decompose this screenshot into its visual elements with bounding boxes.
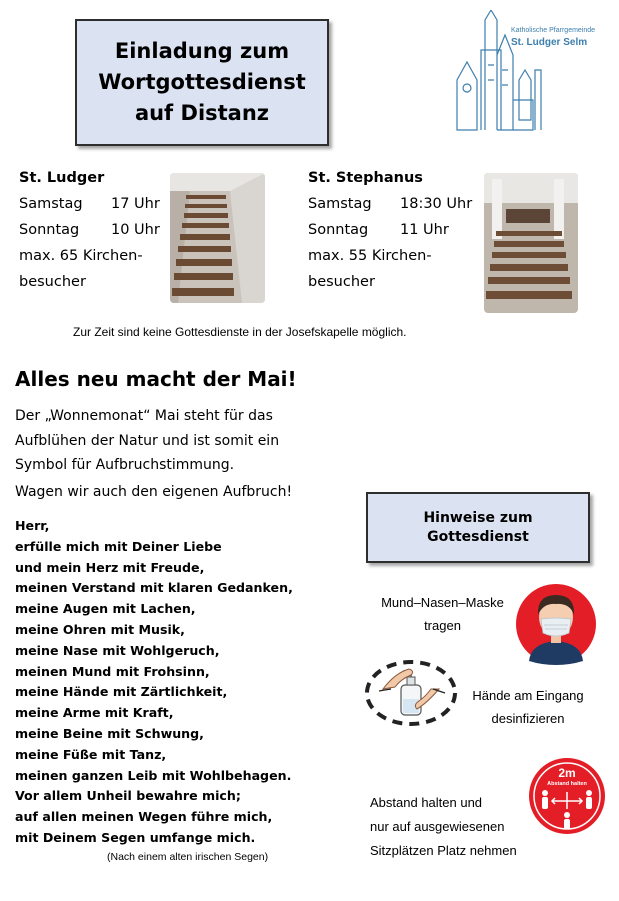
- sign-distance-value: 2m: [558, 766, 576, 780]
- sign-distance-label: Abstand halten: [547, 781, 587, 787]
- capacity-line: max. 55 Kirchen-: [308, 248, 432, 264]
- intro-line: Aufblühen der Natur und ist somit ein: [15, 432, 280, 449]
- church-name: St. Stephanus: [308, 170, 423, 186]
- service-row: [308, 191, 488, 217]
- distance-sign-icon: [528, 757, 606, 835]
- prayer-line: meine Arme mit Kraft,: [15, 705, 174, 721]
- capacity-line: besucher: [19, 274, 86, 290]
- prayer-line: meine Ohren mit Musik,: [15, 621, 185, 637]
- intro-line: Der „Wonnemonat“ Mai steht für das: [15, 408, 273, 424]
- hint-line: Mund–Nasen–Maske: [381, 595, 504, 610]
- face-mask-icon: [515, 583, 597, 665]
- hint-line: nur auf ausgewiesenen: [370, 819, 505, 834]
- capacity-line: max. 65 Kirchen-: [19, 248, 143, 264]
- prayer-line: meine Füße mit Tanz,: [15, 746, 167, 762]
- title-line: Wortgottesdienst: [98, 70, 306, 94]
- prayer-line: meine Nase mit Wohlgeruch,: [15, 642, 220, 658]
- prayer-line: mit Deinem Segen umfange mich.: [15, 829, 256, 845]
- prayer-line: meine Beine mit Schwung,: [15, 725, 204, 741]
- kapelle-note: Zur Zeit sind keine Gottesdienste in der Josefskapelle möglich.: [73, 325, 407, 339]
- service-row: [19, 217, 169, 243]
- service-day: Sonntag: [308, 222, 369, 238]
- logo-text-large: St. Ludger Selm: [511, 37, 588, 48]
- title-line: Einladung zum: [114, 39, 290, 63]
- logo-text-small: Katholische Pfarrgemeinde: [511, 27, 596, 34]
- service-row: [19, 191, 169, 217]
- hint-line: desinfizieren: [491, 711, 565, 726]
- hint-distance-text: [370, 791, 520, 863]
- church-interior-photo: [484, 173, 578, 313]
- prayer-line: erfülle mich mit Deiner Liebe: [15, 538, 222, 554]
- hint-line: Hände am Eingang: [472, 688, 584, 703]
- prayer-line: auf allen meinen Wegen führe mich,: [15, 809, 273, 825]
- prayer-text: [15, 516, 293, 849]
- hint-hands-text: [462, 684, 594, 730]
- hint-line: Abstand halten und: [370, 795, 483, 810]
- service-day: Samstag: [308, 196, 372, 212]
- church-st-stephanus: [308, 165, 488, 295]
- prayer-line: meinen Mund mit Frohsinn,: [15, 663, 210, 679]
- church-st-ludger: [19, 165, 169, 295]
- title-line: auf Distanz: [134, 101, 270, 125]
- service-time: 17 Uhr: [111, 196, 160, 212]
- hint-mask-text: [370, 591, 515, 637]
- prayer-line: meine Hände mit Zärtlichkeit,: [15, 684, 228, 700]
- hints-title: [423, 509, 532, 547]
- call-to-action-text: Wagen wir auch den eigenen Aufbruch!: [15, 484, 293, 500]
- prayer-line: Herr,: [15, 518, 50, 533]
- service-time: 18:30 Uhr: [400, 196, 473, 212]
- service-row: [308, 217, 488, 243]
- hint-line: Sitzplätzen Platz nehmen: [370, 843, 517, 858]
- hints-title-box: [366, 492, 590, 563]
- service-day: Samstag: [19, 196, 83, 212]
- service-time: 10 Uhr: [111, 222, 160, 238]
- hint-line: tragen: [424, 618, 461, 633]
- church-interior-photo: [170, 173, 265, 303]
- page-title: [98, 36, 305, 129]
- church-name: St. Ludger: [19, 170, 105, 186]
- title-box: [75, 19, 329, 146]
- prayer-line: und mein Herz mit Freude,: [15, 559, 205, 575]
- service-time: 11 Uhr: [400, 222, 449, 238]
- capacity-line: besucher: [308, 274, 375, 290]
- intro-line: Symbol für Aufbruchstimmung.: [15, 457, 235, 473]
- prayer-line: Vor allem Unheil bewahre mich;: [15, 788, 241, 804]
- intro-paragraph: [15, 404, 335, 478]
- prayer-line: meinen ganzen Leib mit Wohlbehagen.: [15, 767, 292, 783]
- prayer-source: (Nach einem alten irischen Segen): [107, 851, 269, 863]
- prayer-line: meine Augen mit Lachen,: [15, 601, 196, 617]
- hand-sanitizer-icon: [365, 659, 457, 727]
- section-heading: Alles neu macht der Mai!: [15, 367, 297, 391]
- service-day: Sonntag: [19, 222, 80, 238]
- prayer-line: meinen Verstand mit klaren Gedanken,: [15, 580, 293, 596]
- hints-title-line: Hinweise zum: [423, 509, 533, 526]
- hints-title-line: Gottesdienst: [427, 528, 529, 545]
